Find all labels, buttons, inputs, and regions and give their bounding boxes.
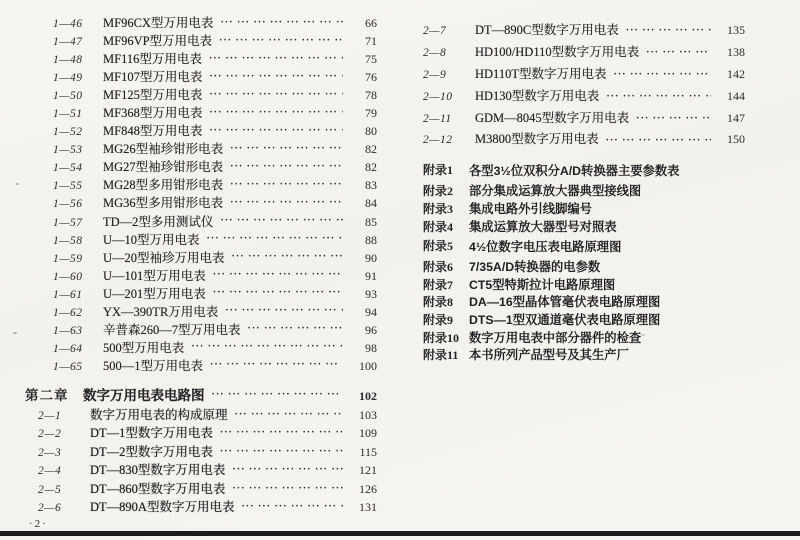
toc-entry-row — [423, 129, 745, 151]
entry-page-number: 83 — [365, 178, 377, 193]
entry-title: 数字万用电表的构成原理 — [90, 407, 228, 422]
dot-leader — [213, 287, 343, 298]
entry-title: U—20型袖珍万用电表 — [103, 250, 225, 265]
appendix-list — [423, 158, 745, 362]
toc-entry-row — [25, 356, 377, 374]
chapter1-entry-list — [25, 13, 377, 374]
entry-title: M3800型数字万用电表 — [475, 132, 599, 147]
entry-title: MG28型多用钳形电表 — [103, 178, 224, 193]
dot-leader — [225, 305, 343, 316]
left-column — [25, 13, 377, 530]
dot-leader — [646, 47, 711, 58]
entry-number: 2—11 — [423, 112, 452, 125]
appendix-title: DTS—1型双通道毫伏表电路原理图 — [469, 312, 661, 327]
appendix-row — [423, 217, 745, 235]
entry-number: 1—61 — [53, 288, 83, 301]
entry-page-number: 103 — [359, 407, 377, 422]
entry-number: 1—58 — [53, 234, 83, 247]
dot-leader — [241, 501, 343, 512]
toc-entry-row — [25, 175, 377, 193]
toc-entry-row — [25, 85, 377, 103]
entry-page-number: 94 — [365, 304, 377, 319]
bottom-scan-band — [0, 531, 800, 536]
entry-page-number: 75 — [365, 52, 377, 67]
entry-page-number: 100 — [359, 358, 377, 373]
entry-page-number: 115 — [359, 444, 377, 459]
chapter2-entry-list — [25, 405, 377, 516]
toc-entry-row — [25, 284, 377, 302]
entry-number: 1—49 — [53, 72, 83, 85]
appendix-title: 集成运算放大器型号对照表 — [469, 219, 617, 234]
appendix-row — [423, 292, 745, 310]
dot-leader — [220, 427, 343, 438]
appendix-title: 4½位数字电压表电路原理图 — [469, 239, 622, 254]
appendix-label: 附录3 — [423, 201, 454, 216]
entry-number: 1—55 — [53, 180, 83, 193]
entry-page-number: 76 — [365, 70, 377, 85]
entry-number: 1—56 — [53, 198, 83, 211]
dot-leader — [248, 323, 343, 334]
toc-entry-row — [25, 460, 377, 479]
entry-number: 1—60 — [53, 270, 83, 283]
entry-page-number: 138 — [727, 44, 745, 59]
entry-page-number: 71 — [365, 34, 377, 49]
entry-title: DT—2型数字万用电表 — [90, 444, 213, 459]
entry-number: 2—2 — [38, 428, 62, 441]
dot-leader — [209, 107, 343, 118]
toc-entry-row — [25, 193, 377, 211]
chapter-title: 数字万用电表电路图 — [83, 387, 205, 403]
appendix-label: 附录8 — [423, 295, 454, 310]
entry-number: 1—50 — [53, 90, 83, 103]
toc-entry-row — [25, 31, 377, 49]
entry-page-number: 135 — [727, 23, 745, 37]
entry-page-number: 121 — [359, 463, 377, 478]
dot-leader — [606, 135, 711, 146]
entry-page-number: 144 — [727, 88, 745, 103]
dot-leader — [230, 161, 343, 172]
dot-leader — [220, 17, 343, 28]
chapter-heading-row — [25, 384, 377, 405]
entry-number: 2—8 — [423, 46, 447, 59]
chapter-page-number: 102 — [359, 388, 377, 403]
appendix-label: 附录6 — [423, 260, 454, 275]
entry-page-number: 85 — [365, 214, 377, 229]
entry-page-number: 147 — [727, 110, 745, 125]
appendix-row — [423, 310, 745, 328]
entry-page-number: 109 — [359, 426, 377, 441]
entry-title: MF116型万用电表 — [103, 52, 202, 67]
chapter2-entry-list-continued — [423, 20, 745, 151]
appendix-row — [423, 234, 745, 257]
dot-leader — [209, 71, 343, 82]
entry-number: 1—51 — [53, 108, 83, 121]
dot-leader — [210, 359, 343, 370]
appendix-row — [423, 181, 745, 199]
appendix-row — [423, 158, 745, 181]
toc-entry-row — [25, 139, 377, 157]
toc-entry-row — [25, 442, 377, 461]
entry-page-number: 150 — [727, 132, 745, 147]
appendix-title: 集成电路外引线脚编号 — [469, 201, 592, 216]
appendix-title: 部分集成运算放大器典型接线图 — [469, 184, 642, 199]
entry-number: 1—53 — [53, 144, 83, 157]
entry-number: 1—62 — [53, 306, 83, 319]
entry-title: 辛普森260—7型万用电表 — [103, 322, 241, 337]
entry-title: MF96VP型万用电表 — [103, 34, 213, 49]
entry-number: 2—9 — [423, 68, 447, 81]
entry-page-number: 96 — [365, 322, 377, 337]
appendix-row — [423, 275, 745, 293]
entry-title: HD130型数字万用电表 — [475, 88, 600, 103]
toc-entry-row — [25, 67, 377, 85]
entry-number: 2—6 — [38, 502, 62, 515]
toc-entry-row — [423, 42, 745, 64]
entry-page-number: 142 — [727, 66, 745, 81]
entry-page-number: 82 — [365, 142, 377, 157]
entry-title: MG26型袖珍钳形电表 — [103, 142, 224, 157]
dot-leader — [636, 113, 711, 124]
dot-leader — [606, 91, 711, 102]
appendix-label: 附录11 — [423, 348, 459, 363]
entry-title: 500型万用电表 — [103, 340, 185, 355]
entry-title: MF848型万用电表 — [103, 124, 203, 139]
entry-title: MF107型万用电表 — [103, 70, 203, 85]
entry-title: 500—1型万用电表 — [103, 358, 204, 373]
entry-title: DT—830型数字万用电表 — [90, 463, 226, 478]
appendix-row — [423, 328, 745, 346]
right-column — [423, 20, 745, 363]
entry-page-number: 82 — [365, 160, 377, 175]
dot-leader — [209, 125, 343, 136]
toc-entry-row — [25, 49, 377, 67]
dot-leader — [213, 269, 343, 280]
entry-number: 1—64 — [53, 342, 83, 355]
entry-title: U—10型万用电表 — [103, 232, 200, 247]
entry-title: DT—890C型数字万用电表 — [475, 23, 619, 37]
toc-entry-row — [25, 230, 377, 248]
entry-title: MF125型万用电表 — [103, 88, 203, 103]
dot-leader — [219, 35, 343, 46]
toc-entry-row — [423, 108, 745, 130]
entry-number: 2—1 — [38, 409, 62, 422]
entry-number: 1—57 — [53, 216, 83, 229]
dot-leader — [230, 197, 343, 208]
dot-leader — [220, 446, 343, 457]
toc-entry-row — [25, 302, 377, 320]
appendix-row — [423, 199, 745, 217]
entry-page-number: 80 — [365, 124, 377, 139]
toc-entry-row — [25, 248, 377, 266]
entry-number: 1—47 — [53, 36, 83, 49]
appendix-title: 各型3½位双积分A/D转换器主要参数表 — [469, 163, 680, 178]
chapter-number: 第二章 — [25, 387, 69, 403]
entry-page-number: 131 — [359, 500, 377, 515]
entry-title: MF368型万用电表 — [103, 106, 203, 121]
dot-leader — [212, 389, 344, 400]
dot-leader — [626, 25, 711, 36]
appendix-row — [423, 257, 745, 275]
entry-page-number: 84 — [365, 196, 377, 211]
toc-entry-row — [423, 64, 745, 86]
entry-page-number: 88 — [365, 232, 377, 247]
toc-entry-row — [25, 157, 377, 175]
page-footer-number: ·2· — [29, 517, 48, 530]
entry-title: TD—2型多用测试仪 — [103, 214, 214, 229]
toc-entry-row — [25, 405, 377, 424]
dot-leader — [232, 483, 343, 494]
dot-leader — [232, 251, 343, 262]
entry-title: YX—390TR万用电表 — [103, 304, 219, 319]
dot-leader — [209, 89, 343, 100]
appendix-label: 附录9 — [423, 312, 454, 327]
entry-number: 1—63 — [53, 324, 83, 337]
entry-number: 2—10 — [423, 90, 453, 103]
entry-page-number: 90 — [365, 250, 377, 265]
entry-page-number: 126 — [359, 481, 377, 496]
toc-entry-row — [25, 212, 377, 230]
appendix-label: 附录1 — [423, 163, 454, 178]
toc-entry-row — [25, 103, 377, 121]
toc-entry-row — [25, 320, 377, 338]
entry-number: 1—52 — [53, 126, 83, 139]
appendix-label: 附录4 — [423, 219, 454, 234]
dot-leader — [613, 69, 711, 80]
toc-entry-row — [25, 423, 377, 442]
appendix-title: DA—16型晶体管毫伏表电路原理图 — [469, 295, 661, 310]
scan-speck — [16, 183, 19, 185]
entry-title: GDM—8045型数字万用电表 — [475, 110, 630, 125]
entry-page-number: 78 — [365, 88, 377, 103]
toc-entry-row — [25, 266, 377, 284]
dot-leader — [232, 464, 343, 475]
scan-speck — [13, 332, 17, 334]
appendix-label: 附录7 — [423, 277, 454, 292]
entry-number: 1—48 — [53, 54, 83, 67]
entry-page-number: 66 — [365, 16, 377, 30]
appendix-label: 附录2 — [423, 184, 454, 199]
appendix-label: 附录10 — [423, 330, 460, 345]
appendix-label: 附录5 — [423, 239, 454, 254]
entry-title: MG36型多用钳形电表 — [103, 196, 224, 211]
entry-number: 1—65 — [53, 360, 83, 373]
appendix-title: CT5型特斯拉计电路原理图 — [469, 277, 616, 292]
entry-title: MG27型袖珍钳形电表 — [103, 160, 224, 175]
entry-number: 2—4 — [38, 465, 62, 478]
scan-speck — [641, 334, 645, 336]
entry-page-number: 91 — [365, 268, 377, 283]
appendix-row — [423, 345, 745, 363]
entry-number: 1—46 — [53, 18, 83, 30]
dot-leader — [207, 233, 343, 244]
entry-title: HD100/HD110型数字万用电表 — [475, 44, 640, 59]
entry-number: 1—59 — [53, 252, 83, 265]
entry-title: MF96CX型万用电表 — [103, 16, 214, 30]
toc-entry-row — [25, 121, 377, 139]
toc-entry-row — [25, 497, 377, 516]
dot-leader — [209, 53, 343, 64]
entry-title: HD110T型数字万用电表 — [475, 66, 607, 81]
entry-number: 2—12 — [423, 134, 453, 147]
toc-entry-row — [25, 13, 377, 31]
entry-title: DT—860型数字万用电表 — [90, 481, 226, 496]
dot-leader — [220, 215, 343, 226]
entry-number: 2—3 — [38, 446, 62, 459]
appendix-title: 7/35A/D转换器的电参数 — [469, 260, 601, 275]
toc-entry-row — [423, 20, 745, 42]
entry-title: U—201型万用电表 — [103, 286, 206, 301]
dot-leader — [230, 143, 343, 154]
entry-title: DT—890A型数字万用电表 — [90, 500, 235, 515]
entry-page-number: 93 — [365, 286, 377, 301]
appendix-title: 本书所列产品型号及其生产厂 — [469, 348, 629, 363]
dot-leader — [235, 409, 343, 420]
entry-page-number: 79 — [365, 106, 377, 121]
entry-number: 2—5 — [38, 483, 62, 496]
toc-entry-row — [25, 338, 377, 356]
dot-leader — [230, 179, 343, 190]
entry-number: 1—54 — [53, 162, 83, 175]
entry-title: U—101型万用电表 — [103, 268, 206, 283]
appendix-title: 数字万用电表中部分器件的检查 — [469, 330, 642, 345]
entry-number: 2—7 — [423, 25, 447, 37]
entry-page-number: 98 — [365, 340, 377, 355]
entry-title: DT—1型数字万用电表 — [90, 426, 213, 441]
toc-entry-row — [25, 479, 377, 498]
dot-leader — [191, 341, 343, 352]
toc-entry-row — [423, 86, 745, 108]
